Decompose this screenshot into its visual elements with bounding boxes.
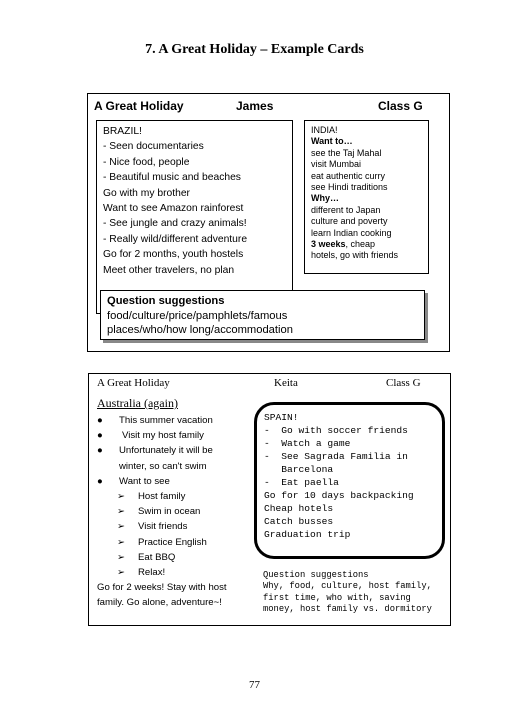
question-suggestions-box	[100, 290, 425, 340]
note-text: Want to see	[119, 475, 170, 487]
bullet-marker: ●	[97, 415, 103, 426]
arrow-marker: ➢	[117, 521, 126, 533]
page-number: 77	[249, 679, 260, 691]
note-emphasis: 3 weeks	[311, 239, 346, 250]
spain-notes-box	[254, 402, 445, 559]
note-line: - See Sagrada Familia in	[264, 451, 408, 462]
note-heading: Want to…	[311, 136, 353, 147]
note-line: Meet other travelers, no plan	[103, 264, 235, 276]
note-line: Go for 2 months, youth hostels	[103, 249, 244, 261]
student-name: James	[236, 99, 274, 113]
note-line: INDIA!	[311, 125, 338, 135]
note-line: learn Indian cooking	[311, 227, 392, 238]
card-title: A Great Holiday	[94, 99, 184, 113]
note-line: - See jungle and crazy animals!	[103, 218, 247, 230]
note-line: different to Japan	[311, 204, 381, 215]
brazil-notes-box	[96, 120, 293, 314]
card-james	[87, 93, 450, 352]
note-line: see the Taj Mahal	[311, 147, 382, 158]
arrow-marker: ➢	[117, 551, 126, 563]
note-text: This summer vacation	[119, 415, 213, 426]
note-text: Relax!	[138, 567, 166, 579]
class-label: Class G	[378, 99, 423, 113]
note-text: Practice English	[138, 536, 207, 548]
class-label: Class G	[386, 377, 421, 389]
note-text: Host family	[138, 491, 186, 503]
page-title: 7. A Great Holiday – Example Cards	[145, 42, 364, 57]
note-line: - Really wild/different adventure	[103, 233, 248, 245]
note-line: - Go with soccer friends	[264, 425, 408, 436]
note-text: Unfortunately it will be	[119, 445, 213, 457]
note-text: winter, so can't swim	[119, 460, 207, 472]
note-line: BRAZIL!	[103, 126, 142, 137]
question-line: money, host family vs. dormitory	[263, 604, 432, 615]
note-line: Graduation trip	[264, 529, 351, 540]
note-line: - Eat paella	[264, 477, 339, 488]
note-line: - Seen documentaries	[103, 141, 204, 153]
note-line	[311, 239, 428, 250]
bullet-marker: ●	[97, 430, 103, 442]
arrow-marker: ➢	[117, 506, 126, 518]
australia-title: Australia (again)	[97, 396, 178, 410]
question-line: food/culture/price/pamphlets/famous	[107, 309, 288, 322]
note-line: Catch busses	[264, 516, 334, 527]
card-title: A Great Holiday	[97, 377, 170, 389]
arrow-marker: ➢	[117, 491, 126, 503]
note-text: Eat BBQ	[138, 551, 176, 563]
note-line: hotels, go with friends	[311, 250, 399, 261]
question-title: Question suggestions	[263, 570, 369, 580]
bullet-marker: ●	[97, 475, 103, 487]
note-line: eat authentic curry	[311, 170, 386, 181]
note-line: - Watch a game	[264, 438, 351, 449]
note-text: family. Go alone, adventure~!	[97, 597, 222, 609]
note-line: Cheap hotels	[264, 503, 334, 514]
question-line: first time, who with, saving	[263, 592, 411, 603]
question-line: places/who/how long/accommodation	[107, 324, 293, 337]
question-suggestions	[263, 570, 432, 616]
note-text: , cheap	[345, 239, 376, 250]
note-line: Go with my brother	[103, 187, 190, 199]
note-text: Visit friends	[138, 521, 188, 533]
arrow-marker: ➢	[117, 567, 126, 579]
note-line: - Beautiful music and beaches	[103, 172, 241, 184]
student-name: Keita	[274, 377, 298, 389]
note-line: see Hindi traditions	[311, 182, 388, 193]
note-line: - Nice food, people	[103, 156, 190, 168]
note-text: Go for 2 weeks! Stay with host	[97, 582, 227, 594]
note-line: Want to see Amazon rainforest	[103, 203, 244, 215]
india-notes-box	[304, 120, 429, 274]
note-line: Barcelona	[264, 464, 334, 475]
bullet-marker: ●	[97, 445, 103, 457]
note-line: visit Mumbai	[311, 159, 362, 170]
note-heading: Why…	[311, 193, 339, 204]
note-text: Swim in ocean	[138, 506, 201, 518]
question-title: Question suggestions	[107, 295, 225, 307]
australia-notes	[97, 413, 227, 611]
arrow-marker: ➢	[117, 536, 126, 548]
note-line: culture and poverty	[311, 216, 388, 227]
note-text: Visit my host family	[122, 430, 204, 442]
note-line: Go for 10 days backpacking	[264, 490, 414, 501]
card-keita	[88, 373, 451, 626]
question-line: Why, food, culture, host family,	[263, 581, 432, 592]
note-line: SPAIN!	[264, 412, 299, 423]
